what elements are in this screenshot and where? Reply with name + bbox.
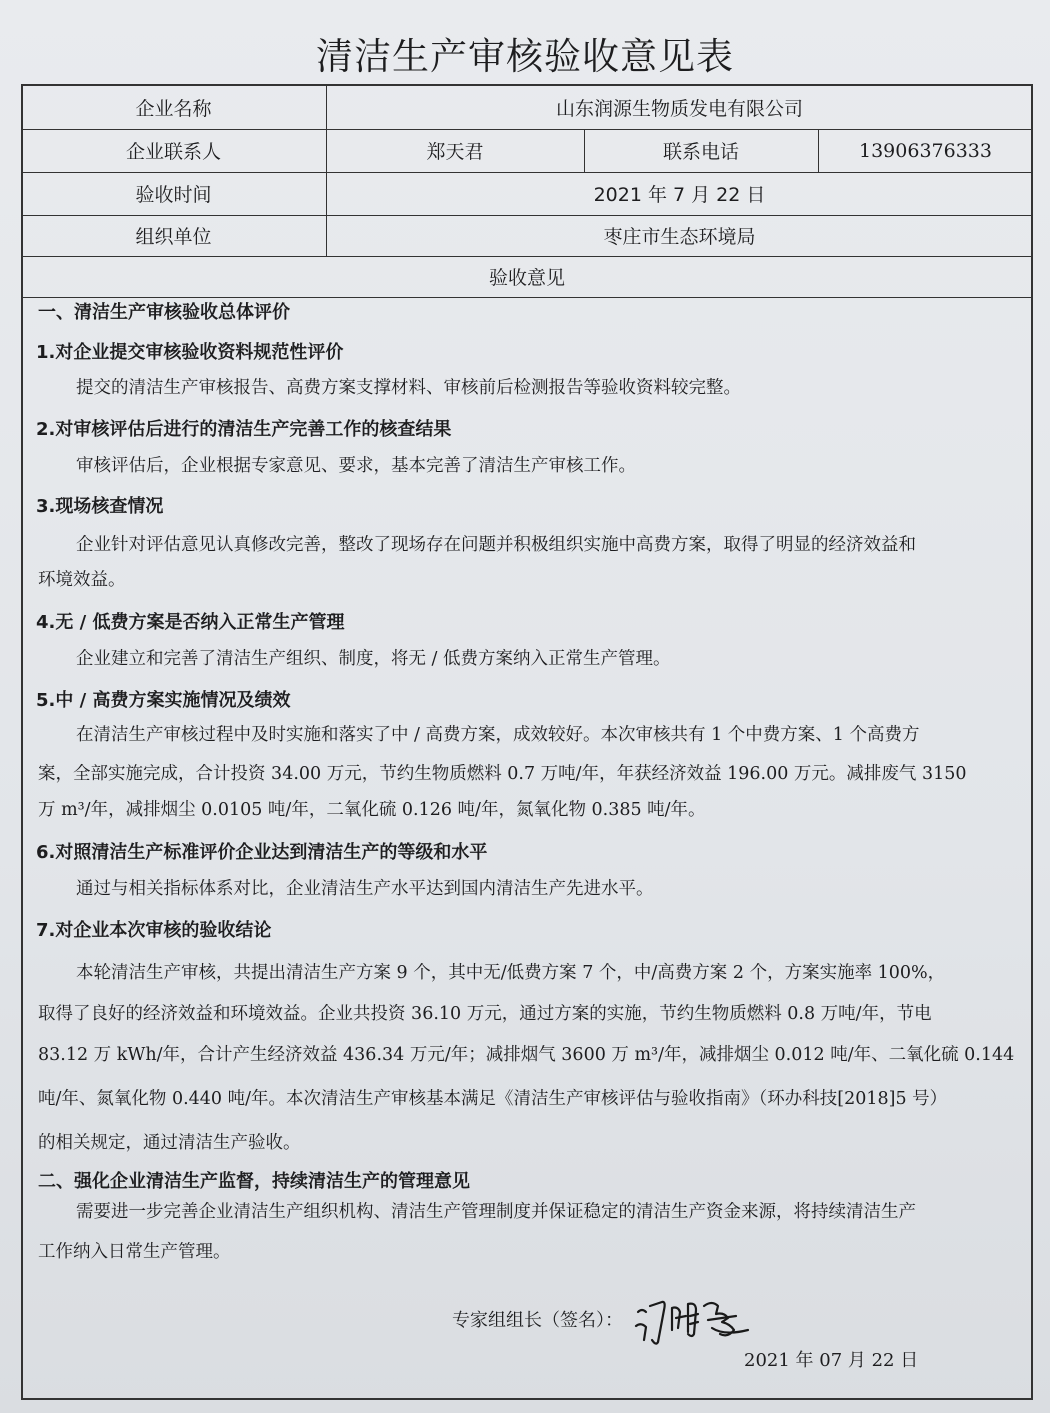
item-heading: 4.无 / 低费方案是否纳入正常生产管理	[36, 612, 345, 633]
item-heading: 6.对照清洁生产标准评价企业达到清洁生产的等级和水平	[36, 842, 488, 863]
signature-date: 2021 年 07 月 22 日	[744, 1350, 919, 1371]
section-heading: 一、清洁生产审核验收总体评价	[38, 302, 290, 323]
paragraph-line: 取得了良好的经济效益和环境效益。企业共投资 36.10 万元，通过方案的实施，节约生物质燃料 0.8 万吨/年，节电	[38, 1004, 932, 1024]
paragraph-line: 在清洁生产审核过程中及时实施和落实了中 / 高费方案，成效较好。本次审核共有 1 个中费方案、1 个高费方	[76, 725, 920, 745]
acceptance-time-value: 2021 年 7 月 22 日	[593, 184, 766, 206]
company-name-label: 企业名称	[135, 98, 212, 120]
paragraph-line: 企业建立和完善了清洁生产组织、制度，将无 / 低费方案纳入正常生产管理。	[76, 649, 671, 669]
contact-person-value: 郑天君	[426, 141, 484, 163]
paragraph-line: 案，全部实施完成，合计投资 34.00 万元，节约生物质燃料 0.7 万吨/年，年获经济效益 196.00 万元。减排废气 3150	[38, 764, 967, 784]
paragraph-line: 通过与相关指标体系对比，企业清洁生产水平达到国内清洁生产先进水平。	[76, 879, 654, 899]
paragraph-line: 本轮清洁生产审核，共提出清洁生产方案 9 个，其中无/低费方案 7 个，中/高费方案 2 个，方案实施率 100%，	[76, 963, 946, 983]
paragraph-line: 吨/年、氮氧化物 0.440 吨/年。本次清洁生产审核基本满足《清洁生产审核评估与验收指南》（环办科技[2018]5 号）	[38, 1089, 948, 1109]
phone-value: 13906376333	[859, 139, 992, 162]
organizer-value: 枣庄市生态环境局	[603, 226, 756, 248]
paragraph-line: 工作纳入日常生产管理。	[38, 1242, 231, 1262]
organizer-label: 组织单位	[135, 226, 212, 248]
contact-person-label: 企业联系人	[125, 141, 221, 163]
paragraph-line: 提交的清洁生产审核报告、高费方案支撑材料、审核前后检测报告等验收资料较完整。	[76, 378, 741, 398]
paragraph-line: 万 m³/年，减排烟尘 0.0105 吨/年，二氧化硫 0.126 吨/年，氮氧化物 0.385 吨/年。	[38, 800, 706, 820]
paragraph-line: 企业针对评估意见认真修改完善，整改了现场存在问题并积极组织实施中高费方案，取得了明显的经济效益和	[76, 535, 916, 555]
phone-label: 联系电话	[662, 141, 739, 163]
paragraph-line: 需要进一步完善企业清洁生产组织机构、清洁生产管理制度并保证稳定的清洁生产资金来源，将持续清洁生产	[76, 1202, 916, 1222]
item-heading: 1.对企业提交审核验收资料规范性评价	[36, 342, 344, 363]
section-heading: 二、强化企业清洁生产监督，持续清洁生产的管理意见	[38, 1171, 470, 1192]
acceptance-time-label: 验收时间	[135, 184, 212, 206]
paragraph-line: 83.12 万 kWh/年，合计产生经济效益 436.34 万元/年；减排烟气 3600 万 m³/年，减排烟尘 0.012 吨/年、二氧化硫 0.144	[38, 1045, 1015, 1065]
company-name-value: 山东润源生物质发电有限公司	[555, 98, 803, 120]
paragraph-line: 的相关规定，通过清洁生产验收。	[38, 1133, 301, 1153]
item-heading: 2.对审核评估后进行的清洁生产完善工作的核查结果	[36, 419, 452, 440]
handwritten-signature	[632, 1290, 762, 1350]
item-heading: 7.对企业本次审核的验收结论	[36, 920, 272, 941]
paragraph-line: 审核评估后，企业根据专家意见、要求，基本完善了清洁生产审核工作。	[76, 456, 636, 476]
item-heading: 5.中 / 高费方案实施情况及绩效	[36, 690, 291, 711]
document-title: 清洁生产审核验收意见表	[316, 35, 734, 78]
opinion-header: 验收意见	[488, 267, 565, 289]
signature-label: 专家组组长（签名）：	[452, 1310, 623, 1331]
paragraph-line: 环境效益。	[38, 570, 126, 590]
item-heading: 3.现场核查情况	[36, 496, 164, 517]
